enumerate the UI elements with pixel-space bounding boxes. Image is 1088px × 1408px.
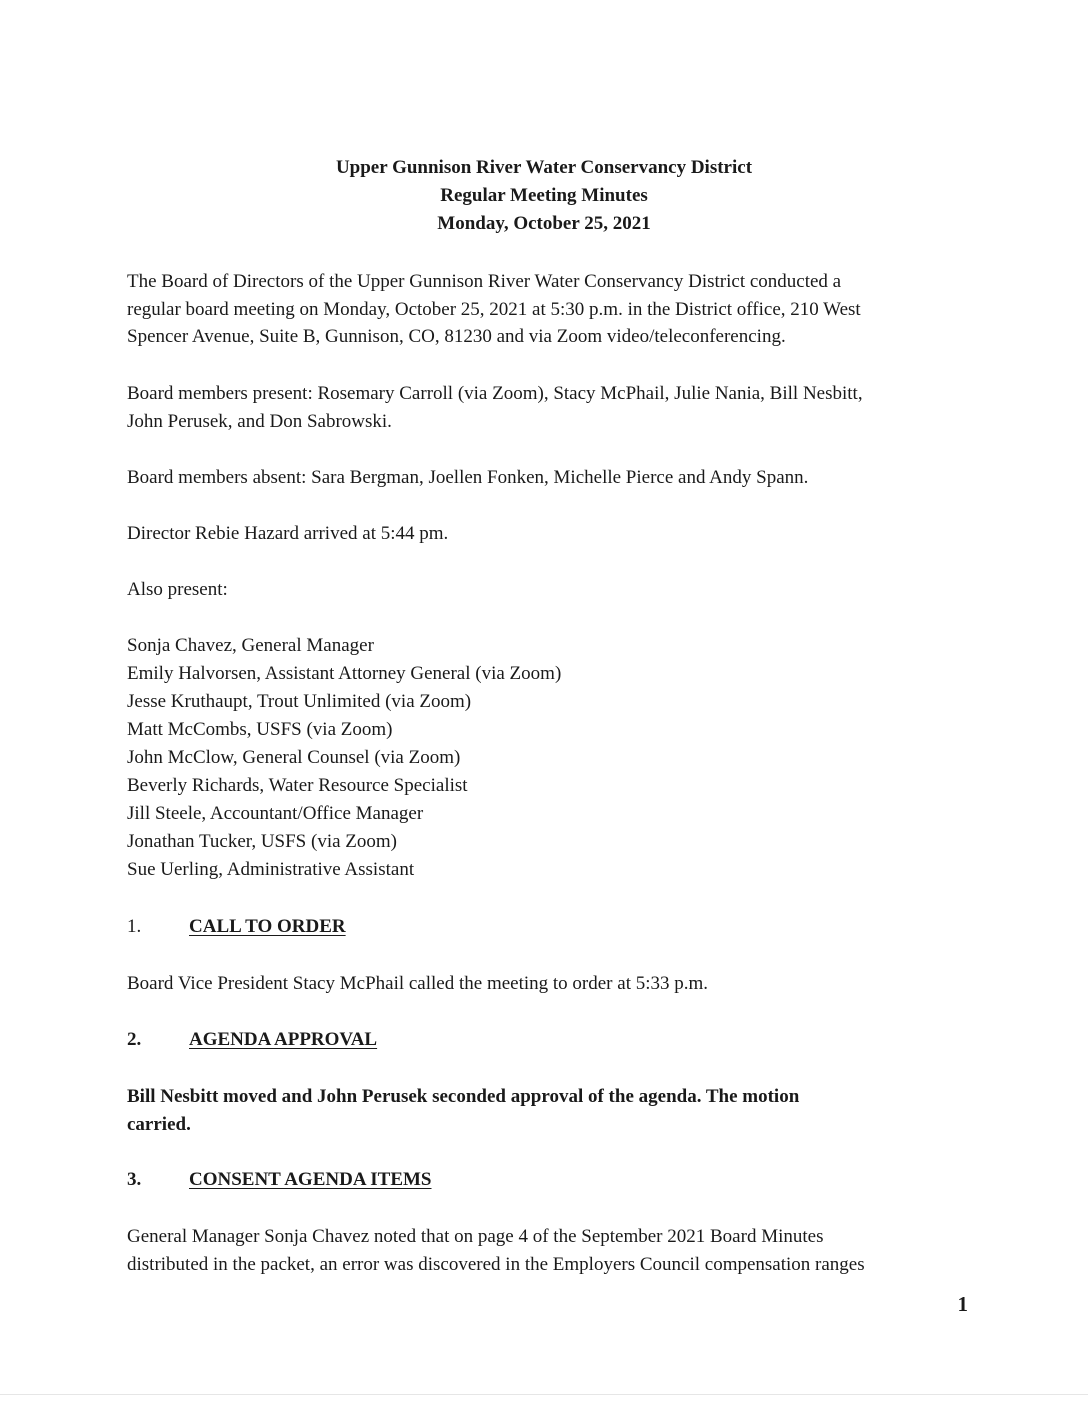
intro-paragraph: The Board of Directors of the Upper Gunnison River Water Conservancy District conducted a regular board meeting on Monday, October 25, 2021 at 5:30 p.m. in the District office, 210 West Spencer Avenue, Suite B, Gunnison, CO, 81230 and via Zoom video/teleconferencing. (127, 271, 861, 347)
list-item: Sonja Chavez, General Manager (127, 635, 374, 656)
document-title: Regular Meeting Minutes (440, 185, 648, 206)
members-absent-paragraph: Board members absent: Sara Bergman, Joellen Fonken, Michelle Pierce and Andy Spann. (127, 467, 809, 488)
page-divider (0, 1394, 1088, 1395)
section-heading-call-to-order: 1. CALL TO ORDER (127, 916, 346, 937)
consent-agenda-paragraph: General Manager Sonja Chavez noted that on page 4 of the September 2021 Board Minutes distributed in the packet, an error was discovered in the Employers Council compensation ranges (127, 1226, 865, 1275)
list-item: John McClow, General Counsel (via Zoom) (127, 747, 461, 768)
members-present-paragraph: Board members present: Rosemary Carroll (via Zoom), Stacy McPhail, Julie Nania, Bill Nesbitt, John Perusek, and Don Sabrowski. (127, 383, 863, 432)
also-present-list (127, 632, 827, 884)
section-heading-consent-agenda: 3. CONSENT AGENDA ITEMS (127, 1169, 432, 1190)
list-item: Jonathan Tucker, USFS (via Zoom) (127, 831, 397, 852)
list-item: Matt McCombs, USFS (via Zoom) (127, 719, 393, 740)
list-item: Sue Uerling, Administrative Assistant (127, 859, 415, 880)
list-item: Beverly Richards, Water Resource Specialist (127, 775, 468, 796)
organization-title: Upper Gunnison River Water Conservancy District (335, 157, 753, 178)
page-number: 1 (957, 1292, 968, 1316)
section-heading-agenda-approval: 2. AGENDA APPROVAL (127, 1029, 378, 1050)
document-header (0, 154, 1088, 238)
list-item: Jill Steele, Accountant/Office Manager (127, 803, 424, 824)
list-item: Jesse Kruthaupt, Trout Unlimited (via Zoom) (127, 691, 472, 712)
meeting-date: Monday, October 25, 2021 (437, 213, 651, 234)
list-item: Emily Halvorsen, Assistant Attorney General (via Zoom) (127, 663, 562, 684)
agenda-approval-motion: Bill Nesbitt moved and John Perusek seconded approval of the agenda. The motion carried. (127, 1086, 800, 1135)
call-to-order-paragraph: Board Vice President Stacy McPhail called the meeting to order at 5:33 p.m. (127, 973, 709, 994)
also-present-label: Also present: (127, 579, 228, 600)
late-arrival-paragraph: Director Rebie Hazard arrived at 5:44 pm. (127, 523, 449, 544)
